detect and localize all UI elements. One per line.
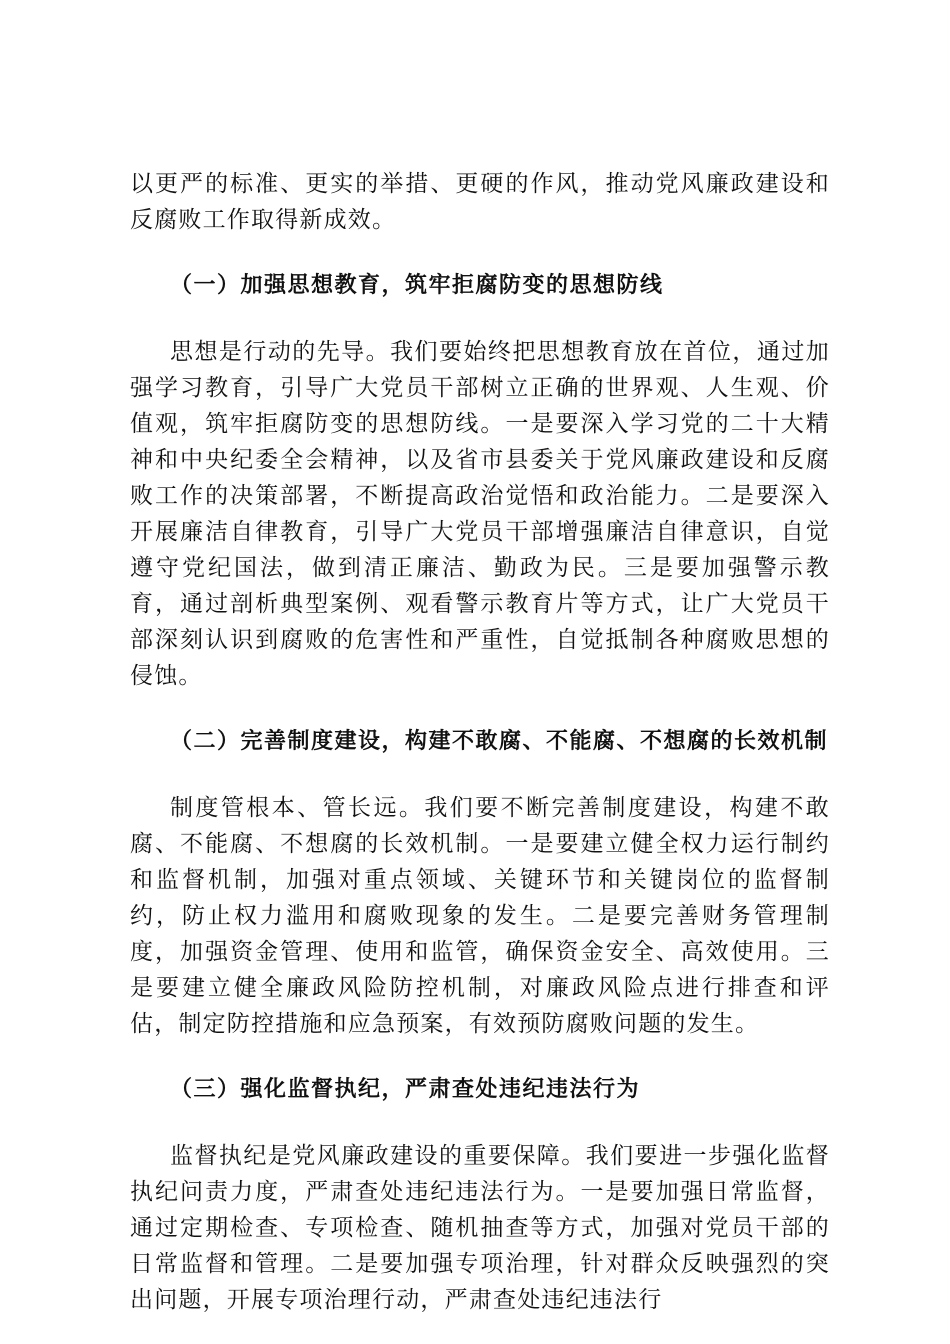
document-body: [130, 166, 830, 1318]
section-2-heading: （二）完善制度建设，构建不敢腐、不能腐、不想腐的长效机制: [170, 729, 829, 754]
spacer: [130, 694, 830, 724]
spacer: [130, 760, 830, 790]
intro-paragraph: 以更严的标准、更实的举措、更硬的作风，推动党风廉政建设和反腐败工作取得新成效。: [130, 171, 830, 233]
section-1-paragraph: 思想是行动的先导。我们要始终把思想教育放在首位，通过加强学习教育，引导广大党员干部树立正确的世界观、人生观、价值观，筑牢拒腐防变的思想防线。一是要深入学习党的二十大精神和中央纪委全会精神，以及省市县委关于党风廉政建设和反腐败工作的决策部署，不断提高政治觉悟和政治能力。二是要深入开展廉洁自律教育，引导广大党员干部增强廉洁自律意识，自觉遵守党纪国法，做到清正廉洁、勤政为民。三是要加强警示教育，通过剖析典型案例、观看警示教育片等方式，让广大党员干部深刻认识到腐败的危害性和严重性，自觉抵制各种腐败思想的侵蚀。: [130, 339, 830, 689]
section-1-heading: （一）加强思想教育，筑牢拒腐防变的思想防线: [170, 273, 664, 298]
section-3-heading: （三）强化监督执纪，严肃查处违纪违法行为: [170, 1077, 641, 1102]
spacer: [130, 238, 830, 268]
spacer: [130, 1108, 830, 1138]
section-2-paragraph: 制度管根本、管长远。我们要不断完善制度建设，构建不敢腐、不能腐、不想腐的长效机制。一是要建立健全权力运行制约和监督机制，加强对重点领域、关键环节和关键岗位的监督制约，防止权力滥用和腐败现象的发生。二是要完善财务管理制度，加强资金管理、使用和监管，确保资金安全、高效使用。三是要建立健全廉政风险防控机制，对廉政风险点进行排查和评估，制定防控措施和应急预案，有效预防腐败问题的发生。: [130, 795, 830, 1037]
spacer: [130, 304, 830, 334]
section-3-paragraph: 监督执纪是党风廉政建设的重要保障。我们要进一步强化监督执纪问责力度，严肃查处违纪违法行为。一是要加强日常监督，通过定期检查、专项检查、随机抽查等方式，加强对党员干部的日常监督和管理。二是要加强专项治理，针对群众反映强烈的突出问题，开展专项治理行动，严肃查处违纪违法行: [130, 1143, 830, 1313]
spacer: [130, 1042, 830, 1072]
